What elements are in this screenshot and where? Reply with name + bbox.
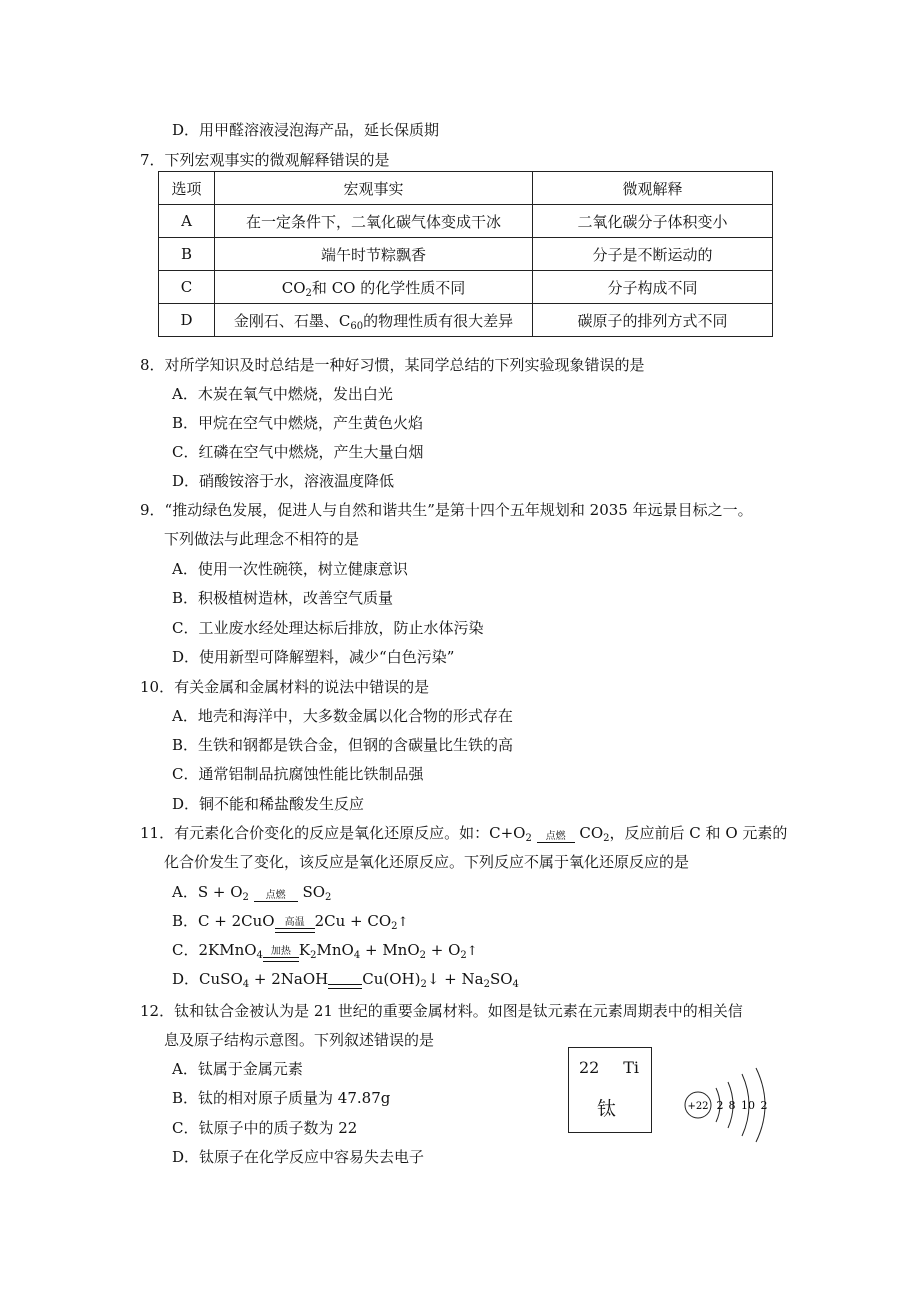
table-header-row: [159, 172, 773, 205]
q6-option-d: D．用甲醛溶液浸泡海产品，延长保质期: [172, 121, 440, 139]
equation-text: SO: [302, 883, 326, 901]
gas-arrow-icon: ↑: [397, 915, 409, 930]
row-explanation: 分子是不断运动的: [533, 238, 773, 271]
q10-option-a: A．地壳和海洋中，大多数金属以化合物的形式存在: [172, 707, 513, 725]
equation-text: B．C + 2CuO: [172, 912, 275, 930]
reaction-condition: [275, 917, 315, 933]
atomic-number: 22: [579, 1058, 600, 1077]
condition-label: 点燃: [545, 831, 566, 842]
q9-stem-line2: 下列做法与此理念不相符的是: [164, 530, 360, 548]
header-fact: 宏观事实: [215, 172, 533, 205]
row-fact: [215, 304, 533, 337]
equation-text: + 2NaOH: [249, 970, 329, 988]
q8-stem: 8．对所学知识及时总结是一种好习惯，某同学总结的下列实验现象错误的是: [140, 356, 645, 374]
row-fact: 在一定条件下，二氧化碳气体变成干冰: [215, 205, 533, 238]
q8-option-d: D．硝酸铵溶于水，溶液温度降低: [172, 472, 395, 490]
q8-option-a: A．木炭在氧气中燃烧，发出白光: [172, 385, 393, 403]
atom-structure-diagram: [676, 1064, 780, 1146]
q9-option-b: B．积极植树造林，改善空气质量: [172, 589, 394, 607]
row-explanation: 碳原子的排列方式不同: [533, 304, 773, 337]
q8-option-c: C．红磷在空气中燃烧，产生大量白烟: [172, 443, 424, 461]
element-name: 钛: [597, 1098, 617, 1120]
reaction-bar: [275, 928, 315, 933]
q11-text: CO: [579, 824, 604, 842]
q12-option-c: C．钛原子中的质子数为 22: [172, 1119, 358, 1137]
subscript: 2: [460, 950, 467, 961]
fact-text: 和 CO 的化学性质不同: [311, 278, 466, 297]
equation-text: SO: [489, 970, 513, 988]
shell-electron-count: 2: [716, 1099, 724, 1112]
subscript: 4: [242, 979, 250, 990]
subscript: 4: [512, 979, 519, 990]
subscript: 2: [310, 950, 317, 961]
q11-option-d: [172, 969, 519, 989]
subscript: 2: [483, 979, 490, 990]
q7-table: [158, 171, 773, 337]
table-row: [159, 304, 773, 337]
subscript: 2: [391, 921, 398, 932]
subscript: 2: [325, 892, 332, 903]
q8-option-b: B．甲烷在空气中燃烧，产生黄色火焰: [172, 414, 424, 432]
subscript: 4: [256, 950, 263, 961]
subscript: 2: [603, 833, 610, 844]
fact-subscript: 60: [350, 320, 364, 332]
header-option: 选项: [159, 172, 215, 205]
fact-subscript: 2: [305, 287, 312, 299]
condition-label: 点燃: [265, 890, 286, 901]
shell-electron-count: 10: [741, 1099, 755, 1112]
gas-arrow-icon: ↑: [466, 944, 478, 959]
subscript: 2: [420, 979, 427, 990]
q10-stem: 10．有关金属和金属材料的说法中错误的是: [140, 678, 430, 696]
fact-text: CO: [281, 278, 306, 297]
reaction-bar: [328, 984, 362, 989]
row-fact: 端午时节粽飘香: [215, 238, 533, 271]
reaction-bar: [263, 957, 299, 962]
q11-option-b: [172, 911, 408, 933]
q11-stem-line1: [140, 823, 787, 843]
shell-electron-count: 2: [760, 1099, 768, 1112]
nucleus-charge: +22: [687, 1101, 709, 1112]
equation-text: 2Cu + CO: [314, 912, 392, 930]
subscript: 2: [419, 950, 427, 961]
fact-text: 金刚石、石墨、C: [233, 311, 351, 330]
q11-option-a: [172, 882, 331, 902]
q9-option-a: A．使用一次性碗筷，树立健康意识: [172, 560, 408, 578]
q11-option-c: [172, 940, 478, 962]
q12-stem-line2: 息及原子结构示意图。下列叙述错误的是: [164, 1031, 435, 1049]
q10-option-d: D．铜不能和稀盐酸发生反应: [172, 795, 365, 813]
shell-electron-count: 8: [728, 1099, 736, 1112]
equation-text: Cu(OH): [362, 970, 421, 988]
header-explanation: 微观解释: [533, 172, 773, 205]
row-option: A: [159, 205, 215, 238]
q11-text: ，反应前后 C 和 O 元素的: [609, 824, 788, 842]
row-option: B: [159, 238, 215, 271]
reaction-condition: [263, 946, 299, 962]
subscript: 4: [353, 950, 361, 961]
q12-option-d: D．钛原子在化学反应中容易失去电子: [172, 1148, 425, 1166]
equation-text: C．2KMnO: [172, 941, 257, 959]
reaction-equals: [328, 971, 362, 989]
row-fact: [215, 271, 533, 304]
reaction-condition: [537, 831, 575, 843]
equation-text: A．S + O: [172, 883, 243, 901]
row-option: D: [159, 304, 215, 337]
equation-text: D．CuSO: [172, 970, 243, 988]
condition-label: 高温: [284, 917, 305, 928]
reaction-condition: [254, 890, 298, 902]
q10-option-b: B．生铁和钢都是铁合金，但钢的含碳量比生铁的高: [172, 736, 514, 754]
row-option: C: [159, 271, 215, 304]
q9-option-d: D．使用新型可降解塑料，减少“白色污染”: [172, 648, 455, 666]
table-row: [159, 238, 773, 271]
element-symbol: Ti: [623, 1058, 639, 1077]
q12-option-b: B．钛的相对原子质量为 47.87g: [172, 1089, 391, 1107]
equation-text: K: [298, 941, 311, 959]
q7-stem: 7．下列宏观事实的微观解释错误的是: [140, 151, 390, 169]
q11-stem-line2: 化合价发生了变化，该反应是氧化还原反应。下列反应不属于氧化还原反应的是: [164, 853, 690, 871]
q12-stem-line1: 12．钛和钛合金被认为是 21 世纪的重要金属材料。如图是钛元素在元素周期表中的相关信: [140, 1002, 743, 1020]
subscript: 2: [525, 833, 532, 844]
reaction-bar: [537, 842, 575, 843]
q9-option-c: C．工业废水经处理达标后排放，防止水体污染: [172, 619, 484, 637]
condition-label: 加热: [270, 946, 291, 957]
q10-option-c: C．通常铝制品抗腐蚀性能比铁制品强: [172, 765, 424, 783]
q11-text: 11．有元素化合价变化的反应是氧化还原反应。如：C+O: [140, 824, 526, 842]
row-explanation: 分子构成不同: [533, 271, 773, 304]
fact-text: 的物理性质有很大差异: [363, 311, 514, 330]
table-row: [159, 271, 773, 304]
periodic-table-cell: [568, 1047, 652, 1133]
row-explanation: 二氧化碳分子体积变小: [533, 205, 773, 238]
equation-text: + O: [426, 941, 461, 959]
equation-text: MnO: [316, 941, 354, 959]
equation-text: + MnO: [360, 941, 420, 959]
q12-option-a: A．钛属于金属元素: [172, 1060, 303, 1078]
table-row: [159, 205, 773, 238]
subscript: 2: [242, 892, 249, 903]
q9-stem-line1: 9．“推动绿色发展，促进人与自然和谐共生”是第十四个五年规划和 2035 年远景目标之一。: [140, 501, 753, 519]
reaction-bar: [254, 901, 298, 902]
equation-text: ↓ + Na: [426, 970, 484, 988]
